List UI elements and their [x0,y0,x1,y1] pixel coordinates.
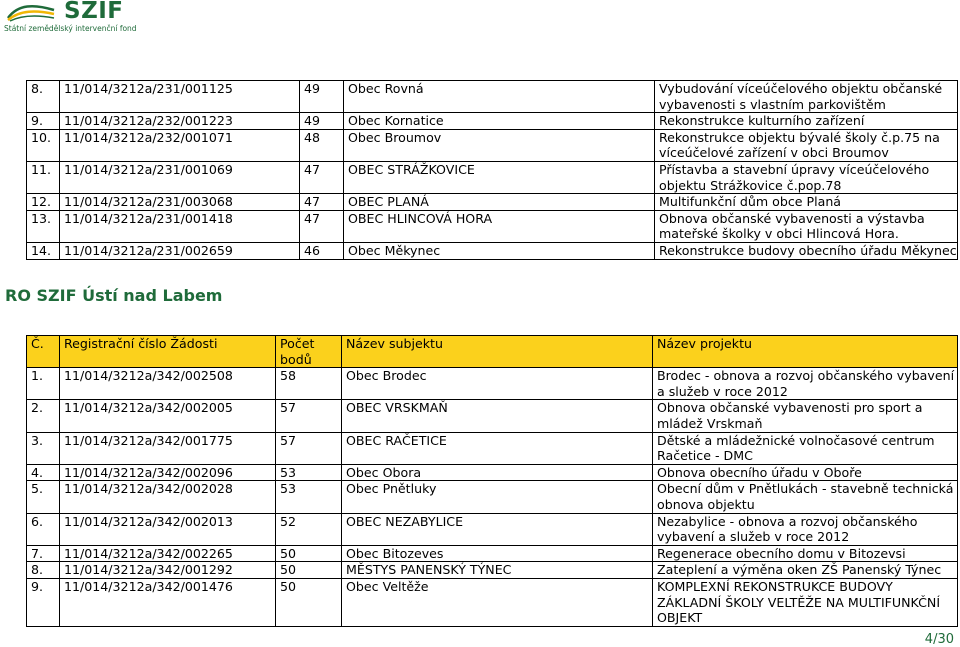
subject-name: Obec Broumov [344,129,655,161]
table-row [27,481,958,513]
subject-name: OBEC RAČETICE [342,432,653,464]
project-name: Obnova občanské vybavenosti a výstavba mateřské školky v obci Hlincová Hora. [655,210,958,242]
project-name: Obecní dům v Pnětlukách - stavebně technická obnova objektu [653,481,958,513]
row-number: 11. [27,161,60,193]
registration-number: 11/014/3212a/342/002028 [60,481,276,513]
subject-name: MĚSTYS PANENSKÝ TÝNEC [342,562,653,579]
subject-name: OBEC PLANÁ [344,194,655,211]
header-project: Název projektu [653,336,958,368]
table-row [27,81,958,113]
subject-name: OBEC VRSKMAŇ [342,400,653,432]
registration-number: 11/014/3212a/231/001418 [60,210,300,242]
row-number: 12. [27,194,60,211]
project-name: Multifunkční dům obce Planá [655,194,958,211]
table-row [27,129,958,161]
header-registration: Registrační číslo Žádosti [60,336,276,368]
subject-name: Obec Rovná [344,81,655,113]
row-number: 3. [27,432,60,464]
points: 50 [276,545,342,562]
row-number: 6. [27,513,60,545]
row-number: 9. [27,113,60,130]
header-number: Č. [27,336,60,368]
table-row [27,113,958,130]
project-name: Rekonstrukce kulturního zařízení [655,113,958,130]
logo-subtitle: Státní zemědělský intervenční fond [4,24,137,33]
points: 50 [276,578,342,626]
points: 49 [300,113,344,130]
subject-name: Obec Pnětluky [342,481,653,513]
table-row [27,210,958,242]
subject-name: Obec Měkynec [344,242,655,259]
registration-number: 11/014/3212a/342/002013 [60,513,276,545]
registration-number: 11/014/3212a/342/002096 [60,464,276,481]
registration-number: 11/014/3212a/342/002265 [60,545,276,562]
row-number: 9. [27,578,60,626]
row-number: 5. [27,481,60,513]
subject-name: Obec Veltěže [342,578,653,626]
row-number: 14. [27,242,60,259]
section-title: RO SZIF Ústí nad Labem [5,286,223,305]
project-name: Brodec - obnova a rozvoj občanského vybavení a služeb v roce 2012 [653,368,958,400]
points: 49 [300,81,344,113]
registration-number: 11/014/3212a/342/002005 [60,400,276,432]
table-row [27,194,958,211]
header-subject: Název subjektu [342,336,653,368]
points: 46 [300,242,344,259]
registration-number: 11/014/3212a/232/001071 [60,129,300,161]
row-number: 7. [27,545,60,562]
table-row [27,432,958,464]
registration-number: 11/014/3212a/342/001476 [60,578,276,626]
logo-text: SZIF [64,0,124,24]
subject-name: Obec Obora [342,464,653,481]
applications-table-1 [26,80,958,260]
table-row [27,242,958,259]
subject-name: Obec Brodec [342,368,653,400]
table-header-row [27,336,958,368]
subject-name: Obec Bitozeves [342,545,653,562]
subject-name: OBEC STRÁŽKOVICE [344,161,655,193]
row-number: 8. [27,81,60,113]
project-name: Přístavba a stavební úpravy víceúčelového objektu Strážkovice č.pop.78 [655,161,958,193]
project-name: KOMPLEXNÍ REKONSTRUKCE BUDOVY ZÁKLADNÍ ŠKOLY VELTĚŽE NA MULTIFUNKČNÍ OBJEKT [653,578,958,626]
szif-logo [4,0,137,34]
subject-name: OBEC NEZABYLICE [342,513,653,545]
registration-number: 11/014/3212a/231/003068 [60,194,300,211]
table-row [27,578,958,626]
registration-number: 11/014/3212a/231/002659 [60,242,300,259]
project-name: Obnova obecního úřadu v Oboře [653,464,958,481]
table-row [27,161,958,193]
points: 53 [276,481,342,513]
table-row [27,513,958,545]
table-row [27,464,958,481]
points: 53 [276,464,342,481]
points: 47 [300,161,344,193]
table-row [27,562,958,579]
row-number: 10. [27,129,60,161]
points: 57 [276,432,342,464]
registration-number: 11/014/3212a/231/001069 [60,161,300,193]
project-name: Rekonstrukce objektu bývalé školy č.p.75 na víceúčelové zařízení v obci Broumov [655,129,958,161]
row-number: 4. [27,464,60,481]
subject-name: Obec Kornatice [344,113,655,130]
row-number: 1. [27,368,60,400]
project-name: Regenerace obecního domu v Bitozevsi [653,545,958,562]
project-name: Zateplení a výměna oken ZŠ Panenský Týnec [653,562,958,579]
table-row [27,400,958,432]
points: 58 [276,368,342,400]
project-name: Obnova občanské vybavenosti pro sport a mládež Vrskmaň [653,400,958,432]
row-number: 2. [27,400,60,432]
applications-table-2 [26,335,958,627]
points: 48 [300,129,344,161]
registration-number: 11/014/3212a/342/002508 [60,368,276,400]
table-row [27,545,958,562]
header-points: Počet bodů [276,336,342,368]
registration-number: 11/014/3212a/342/001775 [60,432,276,464]
points: 47 [300,194,344,211]
project-name: Rekonstrukce budovy obecního úřadu Měkynec [655,242,958,259]
subject-name: OBEC HLINCOVÁ HORA [344,210,655,242]
row-number: 8. [27,562,60,579]
szif-logo-mark-icon [4,2,58,22]
project-name: Vybudování víceúčelového objektu občanské vybavenosti s vlastním parkovištěm [655,81,958,113]
points: 47 [300,210,344,242]
page-number: 4/30 [924,632,954,647]
registration-number: 11/014/3212a/232/001223 [60,113,300,130]
table-row [27,368,958,400]
project-name: Dětské a mládežnické volnočasové centrum Račetice - DMC [653,432,958,464]
registration-number: 11/014/3212a/342/001292 [60,562,276,579]
registration-number: 11/014/3212a/231/001125 [60,81,300,113]
points: 50 [276,562,342,579]
points: 52 [276,513,342,545]
row-number: 13. [27,210,60,242]
project-name: Nezabylice - obnova a rozvoj občanského vybavení a služeb v roce 2012 [653,513,958,545]
points: 57 [276,400,342,432]
